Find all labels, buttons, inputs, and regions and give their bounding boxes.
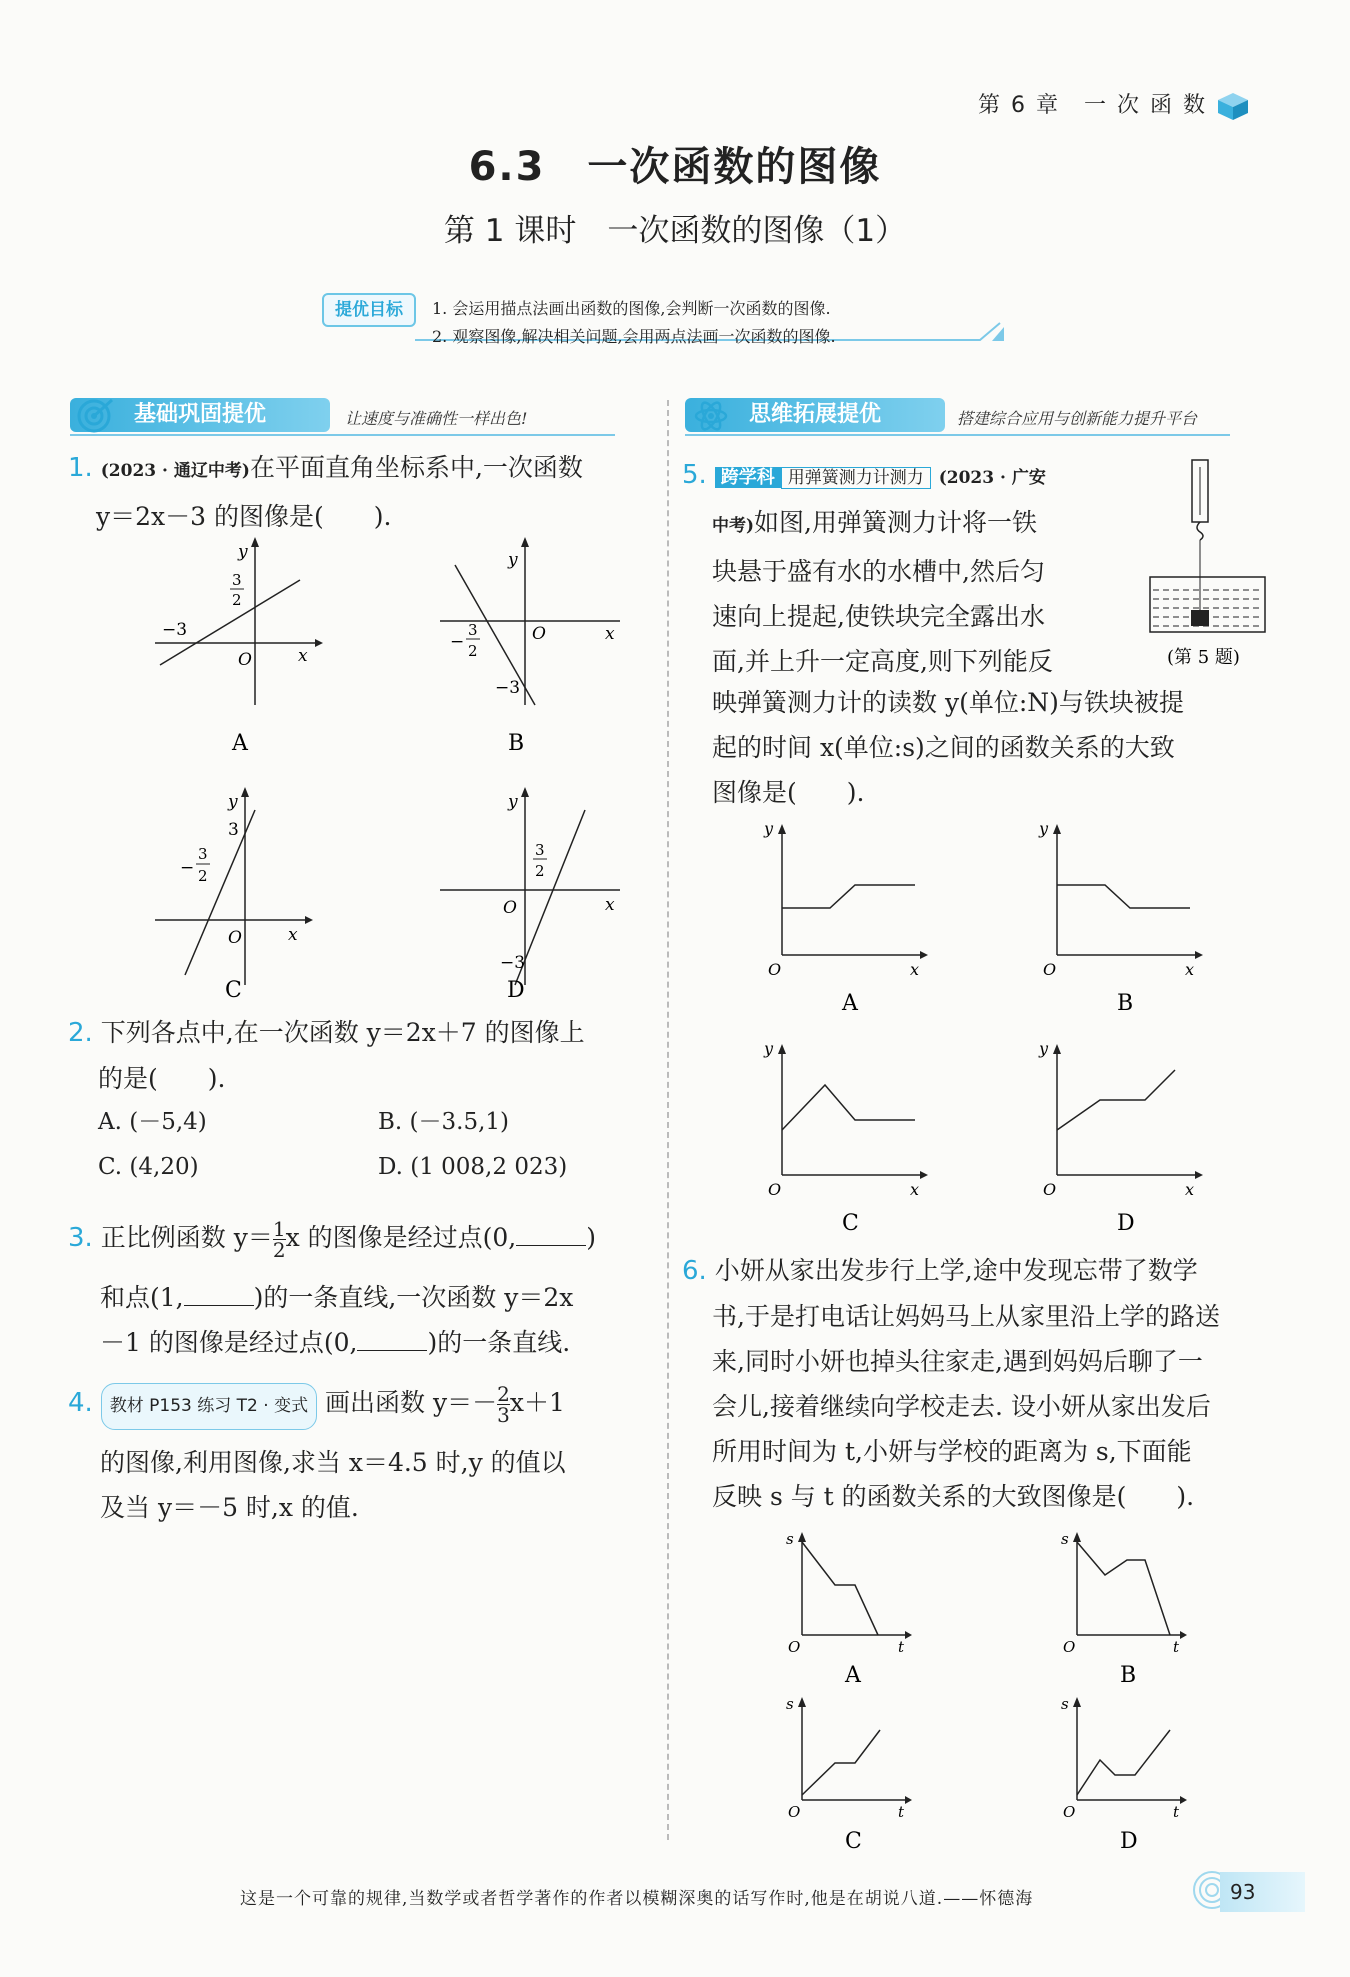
svg-text:−3: −3 xyxy=(495,678,521,698)
column-divider xyxy=(667,400,669,1840)
svg-text:x: x xyxy=(605,624,615,644)
q1-label-c: C xyxy=(225,978,242,1003)
q2-option-c: C. (4,20) xyxy=(98,1154,199,1180)
q5-source2: 中考) xyxy=(712,516,755,536)
svg-text:t: t xyxy=(1173,1638,1180,1656)
svg-text:O: O xyxy=(1063,1638,1076,1656)
q5-label-a: A xyxy=(842,991,858,1016)
q4-line3: 及当 y＝－5 时,x 的值. xyxy=(100,1493,359,1522)
svg-text:O: O xyxy=(768,960,782,979)
q6-graph-b xyxy=(1061,1530,1187,1656)
q5-body-bottom: 映弹簧测力计的读数 y(单位:N)与铁块被提 起的时间 x(单位:s)之间的函数关系的大致 图像是( ). xyxy=(712,688,1184,807)
q1-label-a: A xyxy=(232,731,248,756)
q6-graphs xyxy=(780,1530,1220,1860)
q5-graph-a xyxy=(763,820,928,979)
q3-line2a: 和点(1, xyxy=(100,1283,184,1312)
q6-label-b: B xyxy=(1120,1663,1137,1688)
svg-text:O: O xyxy=(1063,1803,1076,1821)
q4-part2: x＋1 xyxy=(509,1388,565,1417)
q5-figure-caption: (第 5 题) xyxy=(1167,647,1240,668)
footer-quote: 这是一个可靠的规律,当数学或者哲学著作的作者以模糊深奥的话写作时,他是在胡说八道.——怀德海 xyxy=(240,1889,1034,1909)
svg-text:−: − xyxy=(450,632,465,652)
q5-label-d: D xyxy=(1117,1211,1135,1236)
q1-label-d: D xyxy=(507,978,525,1003)
q6-label-d: D xyxy=(1120,1829,1138,1854)
target-icon xyxy=(76,398,116,434)
svg-text:2: 2 xyxy=(535,862,545,880)
q3-blank-1[interactable] xyxy=(516,1223,586,1246)
q1-text2: y＝2x－3 的图像是( ). xyxy=(96,502,392,531)
q5-graph-c xyxy=(763,1039,928,1199)
q5-label-b: B xyxy=(1117,991,1134,1016)
svg-text:O: O xyxy=(788,1638,801,1656)
svg-text:t: t xyxy=(1173,1803,1180,1821)
q5-tag-subject: 跨学科 xyxy=(715,467,781,488)
page-number: 93 xyxy=(1220,1872,1305,1912)
svg-text:y: y xyxy=(508,792,518,812)
svg-text:x: x xyxy=(910,1180,920,1199)
page-title: 6.3 一次函数的图像 xyxy=(468,144,882,190)
goal-item-1: 1. 会运用描点法画出函数的图像,会判断一次函数的图像. xyxy=(432,299,831,318)
svg-text:2: 2 xyxy=(232,591,242,609)
question-2 xyxy=(68,1010,658,1101)
question-6: 6. 小妍从家出发步行上学,途中发现忘带了数学 书,于是打电话让妈妈马上从家里沿上学的路送 来,同时小妍也掉头往家走,遇到妈妈后聊了一 会儿,接着继续向学校走去. 设小妍从家出发后 所用时间为 t,小妍与学校的距离为 s,下面能 反映 s 与 t 的函数关系的大致图像是( ). xyxy=(682,1256,1220,1511)
q1-graphs xyxy=(140,535,620,1005)
q6-graph-c xyxy=(786,1695,912,1821)
page-subtitle: 第 1 课时 一次函数的图像（1） xyxy=(443,213,907,249)
svg-text:−: − xyxy=(180,858,195,878)
q6-graph-d xyxy=(1061,1695,1187,1821)
q2-number: 2. xyxy=(68,1018,93,1048)
q1-label-b: B xyxy=(508,731,525,756)
chapter-header xyxy=(978,88,1250,121)
svg-text:2: 2 xyxy=(198,867,208,885)
svg-text:x: x xyxy=(605,895,615,915)
q1-graph-b xyxy=(440,537,620,705)
svg-text:x: x xyxy=(298,646,308,666)
q1-graph-d xyxy=(440,787,620,985)
q3-line3a: －1 的图像是经过点(0, xyxy=(100,1328,358,1357)
svg-text:y: y xyxy=(508,550,518,570)
q1-graph-c xyxy=(155,787,313,985)
q6-number: 6. xyxy=(682,1256,707,1286)
svg-text:x: x xyxy=(910,960,920,979)
left-section-banner xyxy=(70,398,615,432)
q1-source: (2023 · 通辽中考) xyxy=(100,461,250,481)
q5-number: 5. xyxy=(682,460,707,490)
svg-text:O: O xyxy=(228,928,242,948)
q3-blank-3[interactable] xyxy=(357,1328,427,1351)
q5-graph-b xyxy=(1038,820,1203,979)
svg-text:O: O xyxy=(788,1803,801,1821)
right-section-title: 思维拓展提优 xyxy=(685,398,945,432)
q4-tag: 教材 P153 练习 T2 · 变式 xyxy=(101,1383,317,1430)
svg-text:t: t xyxy=(898,1638,905,1656)
q4-number: 4. xyxy=(68,1388,93,1418)
svg-text:3: 3 xyxy=(232,571,242,589)
q3-fraction: $\frac{1}{2}$ xyxy=(272,1217,286,1262)
q3-line3b: )的一条直线. xyxy=(427,1328,571,1357)
goal-item-2: 2. 观察图像,解决相关问题,会用两点法画一次函数的图像. xyxy=(432,327,836,346)
svg-text:O: O xyxy=(1043,1180,1057,1199)
q5-figure xyxy=(1145,455,1275,685)
q3-part2: x 的图像是经过点(0, xyxy=(285,1223,517,1252)
q2-option-b: B. (－3.5,1) xyxy=(378,1109,509,1135)
svg-text:3: 3 xyxy=(535,841,545,859)
q5-source: (2023 · 广安 xyxy=(938,468,1046,488)
svg-text:O: O xyxy=(238,650,252,670)
q6-label-c: C xyxy=(845,1829,862,1854)
q4-fraction: $\frac{2}{3}$ xyxy=(497,1382,510,1427)
svg-text:2: 2 xyxy=(468,642,478,660)
svg-text:−3: −3 xyxy=(162,620,188,640)
question-1 xyxy=(68,445,658,539)
cube-icon xyxy=(1216,91,1250,121)
svg-text:O: O xyxy=(768,1180,782,1199)
svg-text:y: y xyxy=(1039,1039,1049,1058)
left-section-subtitle: 让速度与准确性一样出色! xyxy=(345,409,528,428)
svg-text:−3: −3 xyxy=(500,953,526,973)
svg-text:y: y xyxy=(238,542,248,562)
q3-line2b: )的一条直线,一次函数 y＝2x xyxy=(253,1283,574,1312)
svg-text:O: O xyxy=(503,898,517,918)
q6-graph-a xyxy=(786,1530,912,1656)
q2-text2: 的是( ). xyxy=(98,1064,226,1093)
svg-text:y: y xyxy=(764,820,774,838)
q1-number: 1. xyxy=(68,453,93,483)
q3-number: 3. xyxy=(68,1223,93,1253)
right-section-subtitle: 搭建综合应用与创新能力提升平台 xyxy=(957,409,1198,428)
svg-text:y: y xyxy=(764,1039,774,1058)
svg-text:O: O xyxy=(1043,960,1057,979)
svg-text:x: x xyxy=(1185,960,1195,979)
q2-text: 下列各点中,在一次函数 y＝2x＋7 的图像上 xyxy=(100,1018,585,1047)
atom-icon xyxy=(693,398,729,434)
svg-text:y: y xyxy=(228,792,238,812)
svg-text:O: O xyxy=(532,624,546,644)
q5-body-top: 中考)如图,用弹簧测力计将一铁 块悬于盛有水的水槽中,然后匀 速向上提起,使铁块完全露出水 面,并上升一定高度,则下列能反 xyxy=(712,508,1053,676)
svg-text:x: x xyxy=(1185,1180,1195,1199)
q3-blank-2[interactable] xyxy=(184,1283,254,1306)
svg-text:t: t xyxy=(898,1803,905,1821)
question-3: 3. 正比例函数 y＝ $\frac{1}{2}$ x 的图像是经过点(0, ) 和点(1, )的一条直线,一次函数 y＝2x －1 的图像是经过点(0, )的一条直线. xyxy=(68,1217,596,1357)
q4-line2: 的图像,利用图像,求当 x＝4.5 时,y 的值以 xyxy=(100,1448,566,1477)
chapter-label: 第 6 章 一 次 函 数 xyxy=(978,93,1207,118)
svg-text:3: 3 xyxy=(228,820,239,840)
svg-text:s: s xyxy=(1061,1695,1069,1713)
svg-text:s: s xyxy=(786,1695,794,1713)
q5-tag-topic: 用弹簧测力计测力 xyxy=(781,467,931,489)
svg-text:y: y xyxy=(1039,820,1049,838)
goals-label: 提优目标 xyxy=(322,293,416,327)
q5-graphs xyxy=(760,820,1230,1240)
svg-text:x: x xyxy=(288,925,298,945)
q1-text: 在平面直角坐标系中,一次函数 xyxy=(249,453,583,482)
svg-text:3: 3 xyxy=(198,845,208,863)
svg-text:s: s xyxy=(786,1530,794,1548)
right-section-banner xyxy=(685,398,1230,432)
svg-text:3: 3 xyxy=(468,621,478,639)
q3-part1: 正比例函数 y＝ xyxy=(100,1223,273,1252)
question-4 xyxy=(68,1380,668,1530)
q5-graph-d xyxy=(1038,1039,1203,1199)
q2-option-d: D. (1 008,2 023) xyxy=(378,1154,568,1180)
q4-part1: 画出函数 y＝－ xyxy=(325,1388,498,1417)
left-section-title: 基础巩固提优 xyxy=(70,398,330,432)
svg-text:s: s xyxy=(1061,1530,1069,1548)
q2-option-a: A. (－5,4) xyxy=(98,1109,207,1135)
q1-graph-a xyxy=(155,537,323,705)
q6-label-a: A xyxy=(845,1663,861,1688)
q5-label-c: C xyxy=(842,1211,859,1236)
